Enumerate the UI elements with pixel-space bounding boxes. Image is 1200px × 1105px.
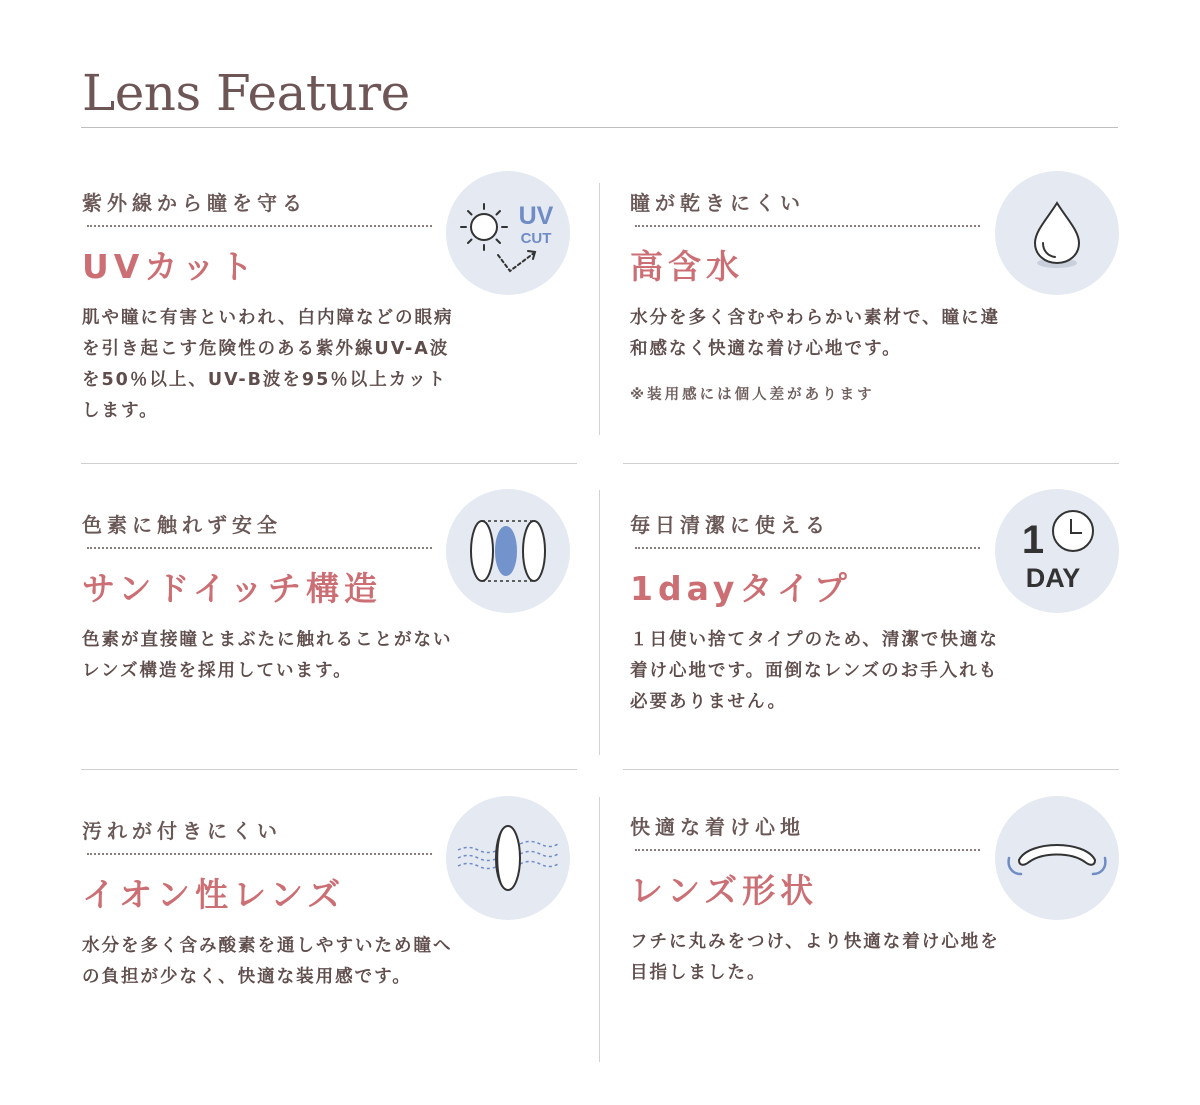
- feature-heading: UVカット: [82, 247, 259, 286]
- uv-text: UV: [518, 202, 554, 230]
- water-drop-icon: [995, 171, 1119, 295]
- feature-note: ※装用感には個人差があります: [630, 387, 875, 403]
- dotted-divider: [87, 225, 432, 227]
- dotted-divider: [635, 225, 980, 227]
- feature-heading: 1dayタイプ: [630, 569, 852, 608]
- lens-shape-icon: [995, 796, 1119, 920]
- title-divider: [81, 127, 1118, 128]
- feature-description: 色素が直接瞳とまぶたに触れることがないレンズ構造を採用しています。: [82, 630, 453, 681]
- feature-subtitle: 毎日清潔に使える: [630, 513, 830, 537]
- feature-description: 水分を多く含み酸素を通しやすいため瞳への負担が少なく、快適な装用感です。: [82, 936, 453, 987]
- feature-description: 肌や瞳に有害といわれ、白内障などの眼病を引き起こす危険性のある紫外線UV-A波を50％以上、UV-B波を95％以上カットします。: [82, 308, 454, 421]
- dotted-divider: [635, 849, 980, 851]
- sandwich-lens-icon: [446, 489, 570, 613]
- feature-heading: 高含水: [630, 247, 744, 286]
- column-divider: [599, 183, 600, 435]
- dotted-divider: [635, 547, 980, 549]
- feature-subtitle: 色素に触れず安全: [82, 513, 282, 537]
- feature-description: 水分を多く含むやわらかい素材で、瞳に違和感なく快適な着け心地です。: [630, 308, 1001, 359]
- feature-heading: イオン性レンズ: [82, 875, 346, 914]
- page-title: Lens Feature: [82, 64, 410, 122]
- feature-subtitle: 紫外線から瞳を守る: [82, 191, 307, 215]
- day-text: DAY: [1025, 563, 1081, 593]
- feature-description: １日使い捨てタイプのため、清潔で快適な着け心地です。面倒なレンズのお手入れも必要ありません。: [630, 630, 999, 712]
- cut-text: CUT: [520, 230, 552, 247]
- feature-subtitle: 汚れが付きにくい: [82, 819, 282, 843]
- feature-subtitle: 瞳が乾きにくい: [630, 191, 805, 215]
- feature-description: フチに丸みをつけ、より快適な着け心地を目指しました。: [630, 932, 1000, 983]
- feature-heading: サンドイッチ構造: [82, 569, 383, 608]
- uv-cut-icon: [446, 171, 570, 295]
- feature-heading: レンズ形状: [630, 871, 819, 910]
- dotted-divider: [87, 547, 432, 549]
- ionic-lens-icon: [446, 796, 570, 920]
- dotted-divider: [87, 853, 432, 855]
- day-number: 1: [1021, 518, 1045, 562]
- one-day-clock-icon: [995, 489, 1119, 613]
- feature-subtitle: 快適な着け心地: [630, 815, 805, 839]
- column-divider: [599, 490, 600, 755]
- column-divider: [599, 797, 600, 1062]
